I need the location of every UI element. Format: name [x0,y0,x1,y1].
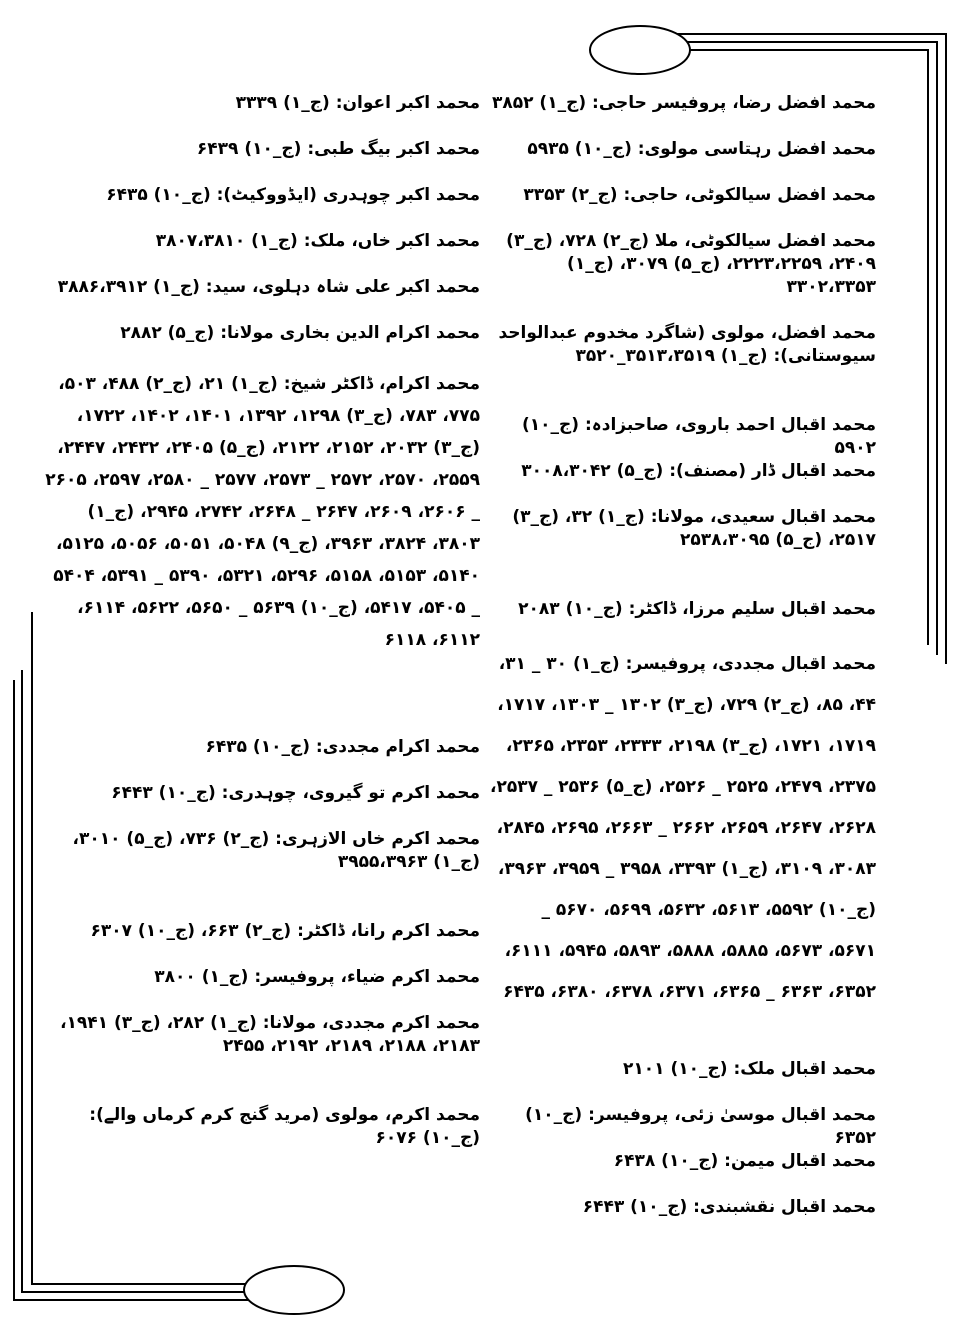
index-entry: محمد اکبر خاں، ملک: (ج_۱) ۳۸۰۷،۳۸۱۰ [155,231,480,251]
index-entry: محمد اکرام مجددی: (ج_۱۰) ۶۴۳۵ [205,737,480,757]
index-entry: محمد اقبال سعیدی، مولانا: (ج_۱) ۳۲، (ج_۳) ۲۵۱۷، (ج_۵) ۲۵۳۸،۳۰۹۵ [512,507,876,550]
index-entry: محمد اکبر چوہدری (ایڈووکیٹ): (ج_۱۰) ۶۴۳۵ [106,185,480,205]
index-entry: محمد افضل سیالکوٹی، ملا (ج_۲) ۷۲۸، (ج_۳) ۲۴۰۹، ۲۲۲۳،۲۲۵۹، (ج_۵) ۳۰۷۹، (ج_۱) ۳۳۰۲،۳۳۵۳ [506,231,876,297]
index-entry: محمد اقبال ڈار (مصنف): (ج_۵) ۳۰۰۸،۳۰۴۲ [521,461,876,481]
index-entry: محمد اکرم خاں الازہری: (ج_۲) ۷۳۶، (ج_۵) ۳۰۱۰، (ج_۱) ۳۹۵۵،۳۹۶۳ [72,829,480,872]
index-entry: محمد اقبال سلیم مرزا، ڈاکٹر: (ج_۱۰) ۲۰۸۳ [518,599,876,619]
index-entry: محمد افضل رہتاسی مولوی: (ج_۱۰) ۵۹۳۵ [527,139,876,159]
index-entry: محمد اقبال مجددی، پروفیسر: (ج_۱) ۳۰ _ ۳۱، ۴۴، ۸۵، (ج_۲) ۷۲۹، (ج_۳) ۱۳۰۲ _ ۱۳۰۳، ۱۷۱۷، ۱۷۱۹، ۱۷۲۱، (ج_۳) ۲۱۹۸، ۲۳۳۳، ۲۳۵۳، ۲۳۶۵، ۲۳۷۵، ۲۴۷۹، ۲۵۲۵ _ ۲۵۲۶، (ج_۵) ۲۵۳۶ _ ۲۵۳۷، ۲۶۲۸، ۲۶۴۷، ۲۶۵۹، ۲۶۶۲ _ ۲۶۶۳، ۲۶۹۵، ۲۸۴۵، ۳۰۸۳، ۳۱۰۹، (ج_۱) ۳۳۹۳، ۳۹۵۸ _ ۳۹۵۹، ۳۹۶۳، (ج_۱۰) ۵۵۹۲، ۵۶۱۳، ۵۶۳۲، ۵۶۹۹، ۵۶۷۰ _ ۵۶۷۱، ۵۶۷۳، ۵۸۸۵، ۵۸۸۸، ۵۸۹۳، ۵۹۴۵، ۶۱۱۱، ۶۳۵۲، ۶۳۶۳ _ ۶۳۶۵، ۶۳۷۱، ۶۳۷۸، ۶۳۸۰، ۶۴۳۵ [489,654,876,1002]
right-index-column [488,92,876,1242]
frame-top-oval [590,26,690,74]
index-entry: محمد اکرام، ڈاکٹر شیخ: (ج_۱) ۲۱، (ج_۲) ۴۸۸، ۵۰۳، ۷۷۵، ۷۸۳، (ج_۳) ۱۲۹۸، ۱۳۹۲، ۱۴۰۱، ۱۴۰۲، ۱۷۲۲، (ج_۳) ۲۰۳۲، ۲۱۵۲، ۲۱۲۲، (ج_۵) ۲۴۰۵، ۲۴۳۲، ۲۴۴۷، ۲۵۵۹، ۲۵۷۰، ۲۵۷۲ _ ۲۵۷۳، ۲۵۷۷ _ ۲۵۸۰، ۲۵۹۷، ۲۶۰۵ _ ۲۶۰۶، ۲۶۰۹، ۲۶۴۷ _ ۲۶۴۸، ۲۷۴۲، ۲۹۴۵، (ج_۱) ۳۸۰۳، ۳۸۲۴، ۳۹۶۳، (ج_۹) ۵۰۴۸، ۵۰۵۱، ۵۰۵۶، ۵۱۲۵، ۵۱۴۰، ۵۱۵۳، ۵۱۵۸، ۵۲۹۶، ۵۳۲۱، ۵۳۹۰ _ ۵۳۹۱، ۵۴۰۴ _ ۵۴۰۵، ۵۴۱۷، (ج_۱۰) ۵۶۳۹ _ ۵۶۵۰، ۵۶۲۲، ۶۱۱۴، ۶۱۱۲، ۶۱۱۸ [45,374,480,650]
index-entry: محمد اقبال میمن: (ج_۱۰) ۶۴۳۸ [613,1151,876,1171]
index-entry: محمد اکرم رانا، ڈاکٹر: (ج_۲) ۶۶۳، (ج_۱۰) ۶۳۰۷ [90,921,480,941]
index-entry: محمد اکرم، مولوی (مرید گنج کرم کرماں والے): (ج_۱۰) ۶۰۷۶ [89,1105,480,1148]
index-entry: محمد افضل، مولوی (شاگرد مخدوم عبدالواحد سیوستانی): (ج_۱) ۳۵۱۳،۳۵۱۹_۳۵۲۰ [498,323,876,366]
index-entry: محمد اقبال موسیٰ زئی، پروفیسر: (ج_۱۰) ۶۳۵۲ [525,1105,876,1148]
frame-bottom-oval [244,1266,344,1314]
index-entry: محمد اقبال احمد باروی، صاحبزادہ: (ج_۱۰) ۵۹۰۲ [521,415,876,458]
index-entry: محمد افضل رضا، پروفیسر حاجی: (ج_۱) ۳۸۵۲ [491,93,876,113]
index-entry: محمد اقبال ملک: (ج_۱۰) ۲۱۰۱ [623,1059,876,1079]
index-entry: محمد افضل سیالکوٹی، حاجی: (ج_۲) ۳۳۵۳ [523,185,876,205]
index-entry: محمد اکبر بیگ طبی: (ج_۱۰) ۶۴۳۹ [196,139,480,159]
index-entry: محمد اکبر علی شاہ دہلوی، سید: (ج_۱) ۳۸۸۶،۳۹۱۲ [57,277,480,297]
index-entry: محمد اکرم ضیاء، پروفیسر: (ج_۱) ۳۸۰۰ [154,967,480,987]
index-entry: محمد اکرام الدین بخاری مولانا: (ج_۵) ۲۸۸۲ [120,323,480,343]
index-entry: محمد اکرم مجددی، مولانا: (ج_۱) ۲۸۲، (ج_۳) ۱۹۴۱، ۲۱۸۳، ۲۱۸۸، ۲۱۸۹، ۲۱۹۲، ۲۴۵۵ [60,1013,480,1056]
index-entry: محمد اکبر اعوان: (ج_۱) ۳۳۳۹ [235,93,480,113]
index-entry: محمد اقبال نقشبندی: (ج_۱۰) ۶۴۴۳ [582,1197,876,1217]
index-entry: محمد اکرم تو گیروی، چوہدری: (ج_۱۰) ۶۴۴۳ [111,783,480,803]
left-index-column [40,92,480,1196]
